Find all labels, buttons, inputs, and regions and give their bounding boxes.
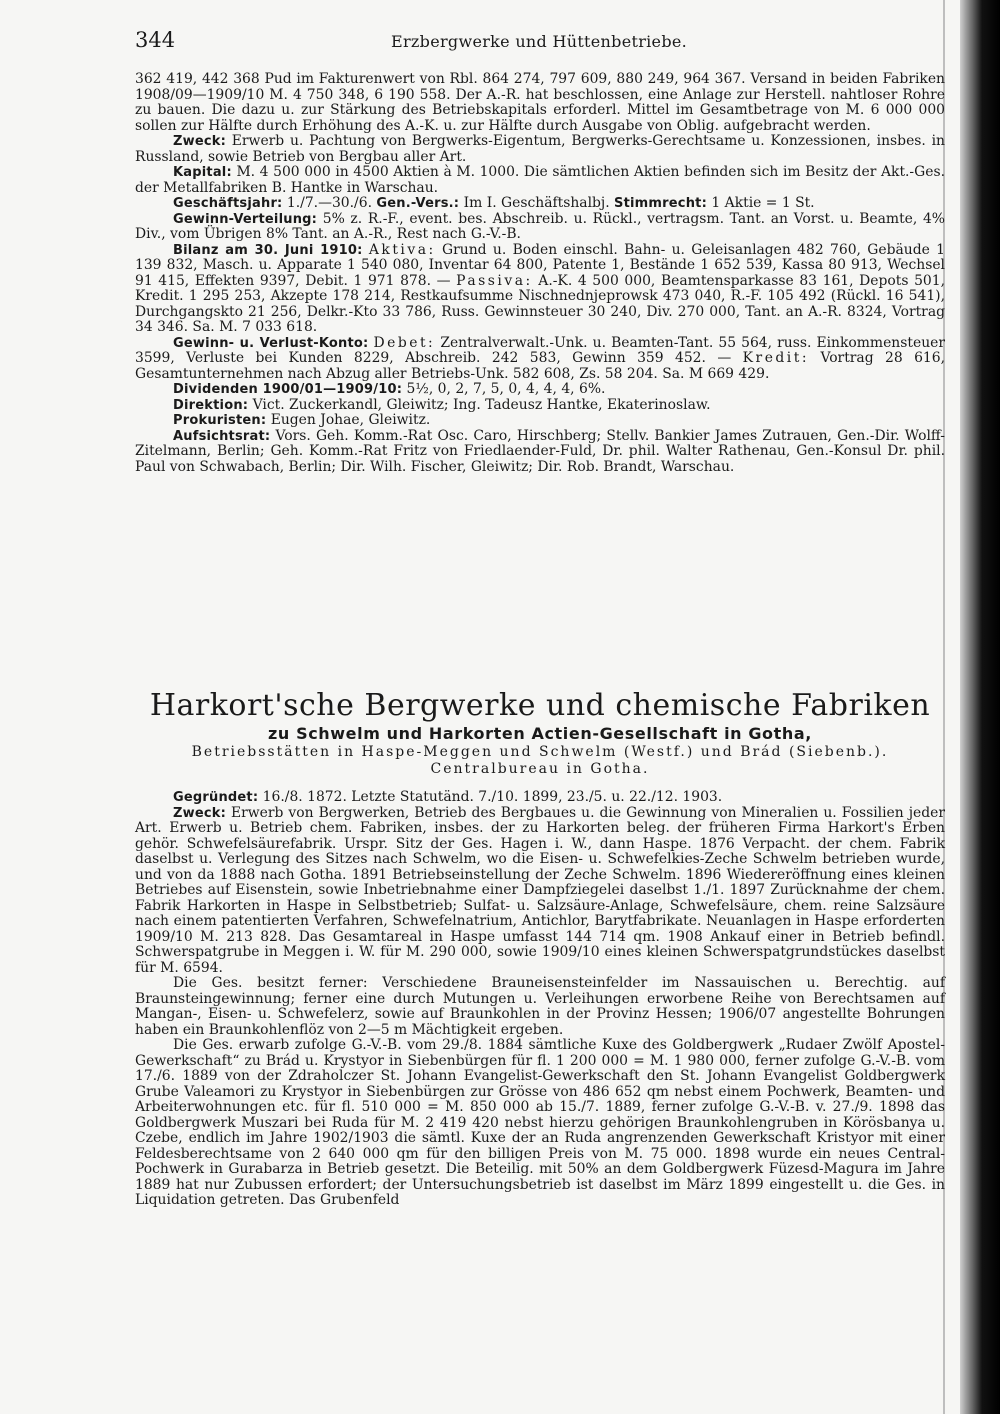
gewinn-entry: [135, 212, 945, 243]
debet-word: Debet:: [373, 334, 436, 351]
aufsichtsrat-entry: [135, 429, 945, 476]
kredit-word: Kredit:: [742, 350, 810, 366]
running-head: [135, 28, 955, 58]
section-2-body: [135, 790, 945, 1209]
div-label: Dividenden 1900/01—1909/10:: [173, 382, 403, 397]
page-number: 344: [135, 28, 176, 52]
besitz-paragraph: Die Ges. besitzt ferner: Verschiedene Brauneisensteinfelder im Nassauischen u. Berechtig. auf Braunsteingewinnung; ferner eine durch Mutungen u. Verleihungen erworbene Reihe von Berechtsamen auf Mangan-, Eisen- u. Schwefelerz, sowie auf Braunkohlen in der Provinz Hessen; 1906/07 angestellte Bohrungen haben ein Braunkohlenflöz von 2—5 m Mächtigkeit ergeben.: [135, 975, 945, 1038]
zweck2-label: Zweck:: [173, 805, 227, 821]
gj-label: Geschäftsjahr:: [173, 196, 283, 211]
div-text: 5½, 0, 2, 7, 5, 0, 4, 4, 4, 6%.: [406, 381, 606, 397]
running-title: Erzbergwerke und Hüttenbetriebe.: [391, 32, 688, 51]
guv-text-1: Zentralverwalt.-Unk. u. Beamten-Tant. 55 564, russ. Einkommensteuer 3599, Verluste bei Kunden 8229, Abschreib. 242 583, Gewinn 359 452. —: [135, 334, 945, 366]
passiva-word: Passiva:: [456, 272, 533, 289]
company-subtitle: zu Schwelm und Harkorten Actien-Gesellschaft in Gotha,: [268, 724, 812, 743]
company-bureau: Centralbureau in Gotha.: [430, 761, 650, 777]
kapital-label: Kapital:: [173, 165, 232, 180]
gj-text: 1./7.—30./6.: [286, 195, 372, 211]
section-1-body: [135, 72, 945, 475]
dir-label: Direktion:: [173, 397, 249, 413]
kapital-text: M. 4 500 000 in 4500 Aktien à M. 1000. Die sämtlichen Aktien befinden sich im Besitz der Akt.-Ges. der Metallfabriken B. Hantke in Warschau.: [135, 164, 945, 196]
stimm-label: Stimmrecht:: [614, 196, 707, 211]
intro-paragraph: 362 419, 442 368 Pud im Fakturenwert von Rbl. 864 274, 797 609, 880 249, 964 367. Versand in beiden Fabriken 1908/09—1909/10 M. 4 750 348, 6 190 558. Der A.-R. hat beschlossen, eine Anlage zur Herstell. nahtloser Rohre zu bauen. Die dazu u. zur Stärkung des Betriebskapitals erforderl. Mittel im Gesamtbetrage von M. 6 000 000 sollen zur Hälfte durch Erhöhung des A.-K. u. zur Hälfte durch Ausgabe von Oblig. aufgebracht werden.: [135, 71, 945, 134]
company-title: Harkort'sche Bergwerke und chemische Fabriken: [149, 688, 931, 723]
zweck-text: Erwerb u. Pachtung von Bergwerks-Eigentum, Bergwerks-Gerechtsame u. Konzessionen, insbes. in Russland, sowie Betrieb von Bergbau aller Art.: [135, 133, 945, 165]
gv-text: Im I. Geschäftshalbj.: [463, 195, 610, 211]
zweck-label: Zweck:: [173, 134, 227, 149]
direktion-entry: [135, 398, 945, 414]
bilanz-entry: [135, 243, 945, 336]
company-heading: [135, 688, 945, 778]
gv-label: Gen.-Vers.:: [376, 196, 460, 211]
gegr-text: 16./8. 1872. Letzte Statutänd. 7./10. 1899, 23./5. u. 22./12. 1903.: [262, 789, 723, 805]
stimm-text: 1 Aktie = 1 St.: [711, 195, 815, 211]
gegr-label: Gegründet:: [173, 790, 259, 805]
gewinn-label: Gewinn-Verteilung:: [173, 211, 318, 227]
ar-text: Vors. Geh. Komm.-Rat Osc. Caro, Hirschberg; Stellv. Bankier James Zutrauen, Gen.-Dir. Wolff-Zitelmann, Berlin; Geh. Komm.-Rat Fritz von Friedlaender-Fuld, Dr. phil. Walter Rathenau, Gen.-Konsul Dr. phil. Paul von Schwabach, Berlin; Dir. Wilh. Fischer, Gleiwitz; Dir. Rob. Brandt, Warschau.: [135, 427, 945, 475]
zweck2-text: Erwerb von Bergwerken, Betrieb des Bergbaues u. die Gewinnung von Mineralien u. Fossilien jeder Art. Erwerb u. Betrieb chem. Fabriken, insbes. der zu Harkorten beleg. der früheren Firma Harkort's Erben gehör. Schwefelsäurefabrik. Urspr. Sitz der Ges. Hagen i. W., dann Haspe. 1876 Verpacht. der chem. Fabrik daselbst u. Verlegung des Sitzes nach Schwelm, wo die Eisen- u. Schwefelkies-Zeche Schwelm betrieben wurde, und von da 1888 nach Gotha. 1891 Betriebseinstellung der Zeche Schwelm. 1896 Wiedereröffnung eines kleinen Betriebes auf Eisenstein, sowie Inbetriebnahme einer Dampfziegelei daselbst 1./1. 1897 Zurücknahme der chem. Fabrik Harkorten in Haspe in Selbstbetrieb; Sulfat- u. Salzsäure-Anlage, Schwefelsäure, chem. reine Salzsäure nach einem patentierten Verfahren, Schwefelnatrium, Antichlor, Barytfabrikate. Neuanlagen in Haspe erforderten 1909/10 M. 213 828. Das Gesamtareal in Haspe umfasst 144 714 qm. 1908 Ankauf einer in Betrieb befindl. Schwerspatgrube in Meggen i. W. für M. 290 000, sowie 1909/10 eines kleinen Schwerspatgrundstückes daselbst für M. 6594.: [135, 804, 945, 976]
geschaeftsjahr-entry: [135, 196, 945, 212]
guv-entry: [135, 336, 945, 383]
bilanz-label: Bilanz am 30. Juni 1910:: [173, 242, 363, 258]
bilanz-text-1: Grund u. Boden einschl. Bahn- u. Geleisanlagen 482 760, Gebäude 1 139 832, Masch. u. Apparate 1 540 080, Inventar 64 800, Patente 1, Bestände 1 652 539, Kassa 80 913, Wechsel 91 415, Effekten 9397, Debit. 1 971 878. —: [135, 241, 946, 289]
prok-label: Prokuristen:: [173, 413, 267, 428]
company-sites: Betriebsstätten in Haspe-Meggen und Schwelm (Westf.) und Brád (Siebenb.).: [191, 744, 889, 760]
gewinn-text: 5% z. R.-F., event. bes. Abschreib. u. Rückl., vertragsm. Tant. an Vorst. u. Beamte, 4% Div., vom Übrigen 8% Tant. an A.-R., Rest nach G.-V.-B.: [135, 210, 946, 242]
binding-shadow: [960, 0, 1000, 1414]
dividenden-entry: [135, 382, 945, 398]
bilanz-text-2: A.-K. 4 500 000, Beamtensparkasse 83 161, Depots 501, Kredit. 1 295 253, Akzepte 178 214, Restkaufsumme Nischnednjeprowsk 473 040, R.-F. 105 492 (Rückl. 16 541), Durchgangskto 21 256, Delkr.-Kto 33 786, Russ. Gewinnsteuer 30 240, Div. 270 000, Tant. an A.-R. 8324, Vortrag 34 346. Sa. M. 7 033 618.: [135, 272, 946, 335]
guv-label: Gewinn- u. Verlust-Konto:: [173, 335, 369, 351]
kapital-entry: [135, 165, 945, 196]
erwerb-paragraph: Die Ges. erwarb zufolge G.-V.-B. vom 29./8. 1884 sämtliche Kuxe des Goldbergwerk „Rudaer Zwölf Apostel-Gewerkschaft“ zu Brád u. Krystyor in Siebenbürgen für fl. 1 200 000 = M. 1 980 000, ferner zufolge G.-V.-B. vom 17./6. 1889 von der Zdraholczer St. Johann Evangelist-Gewerkschaft den St. Johann Evangelist Goldbergwerk Grube Valeamori zu Krystyor in Siebenbürgen zur Grösse von 486 652 qm nebst einem Pochwerk, Beamten- und Arbeiterwohnungen etc. für fl. 510 000 = M. 850 000 ab 15./7. 1889, ferner zufolge G.-V.-B. v. 27./9. 1898 das Goldbergwerk Muszari bei Ruda für M. 2 419 420 nebst hierzu gehörigen Braunkohlengruben in Körösbanya u. Czebe, endlich im Jahre 1902/1903 die sämtl. Kuxe der an Ruda angrenzenden Gewerkschaft Kristyor mit einer Feldesberechtsame von 2 640 000 qm für den billigen Preis von M. 75 000. 1898 wurde ein neues Central-Pochwerk in Gurabarza in Betrieb gesetzt. Die Beteilig. mit 50% an dem Goldbergwerk Füzesd-Magura im Jahre 1889 hat nur Zubussen erfordert; der Untersuchungsbetrieb ist daselbst im März 1899 eingestellt u. die Ges. in Liquidation getreten. Das Grubenfeld: [135, 1037, 945, 1208]
dir-text: Vict. Zuckerkandl, Gleiwitz; Ing. Tadeusz Hantke, Ekaterinoslaw.: [252, 396, 711, 413]
zweck-entry: [135, 134, 945, 165]
guv-text-2: Vortrag 28 616, Gesamtunternehmen nach Abzug aller Betriebs-Unk. 582 608, Zs. 58 204. Sa. M 669 429.: [135, 350, 946, 382]
ar-label: Aufsichtsrat:: [173, 428, 271, 444]
aktiva-word: Aktiva:: [368, 241, 436, 258]
gegruendet-entry: [135, 790, 945, 806]
prok-text: Eugen Johae, Gleiwitz.: [270, 412, 431, 428]
zweck2-entry: [135, 806, 945, 977]
prokuristen-entry: [135, 413, 945, 429]
